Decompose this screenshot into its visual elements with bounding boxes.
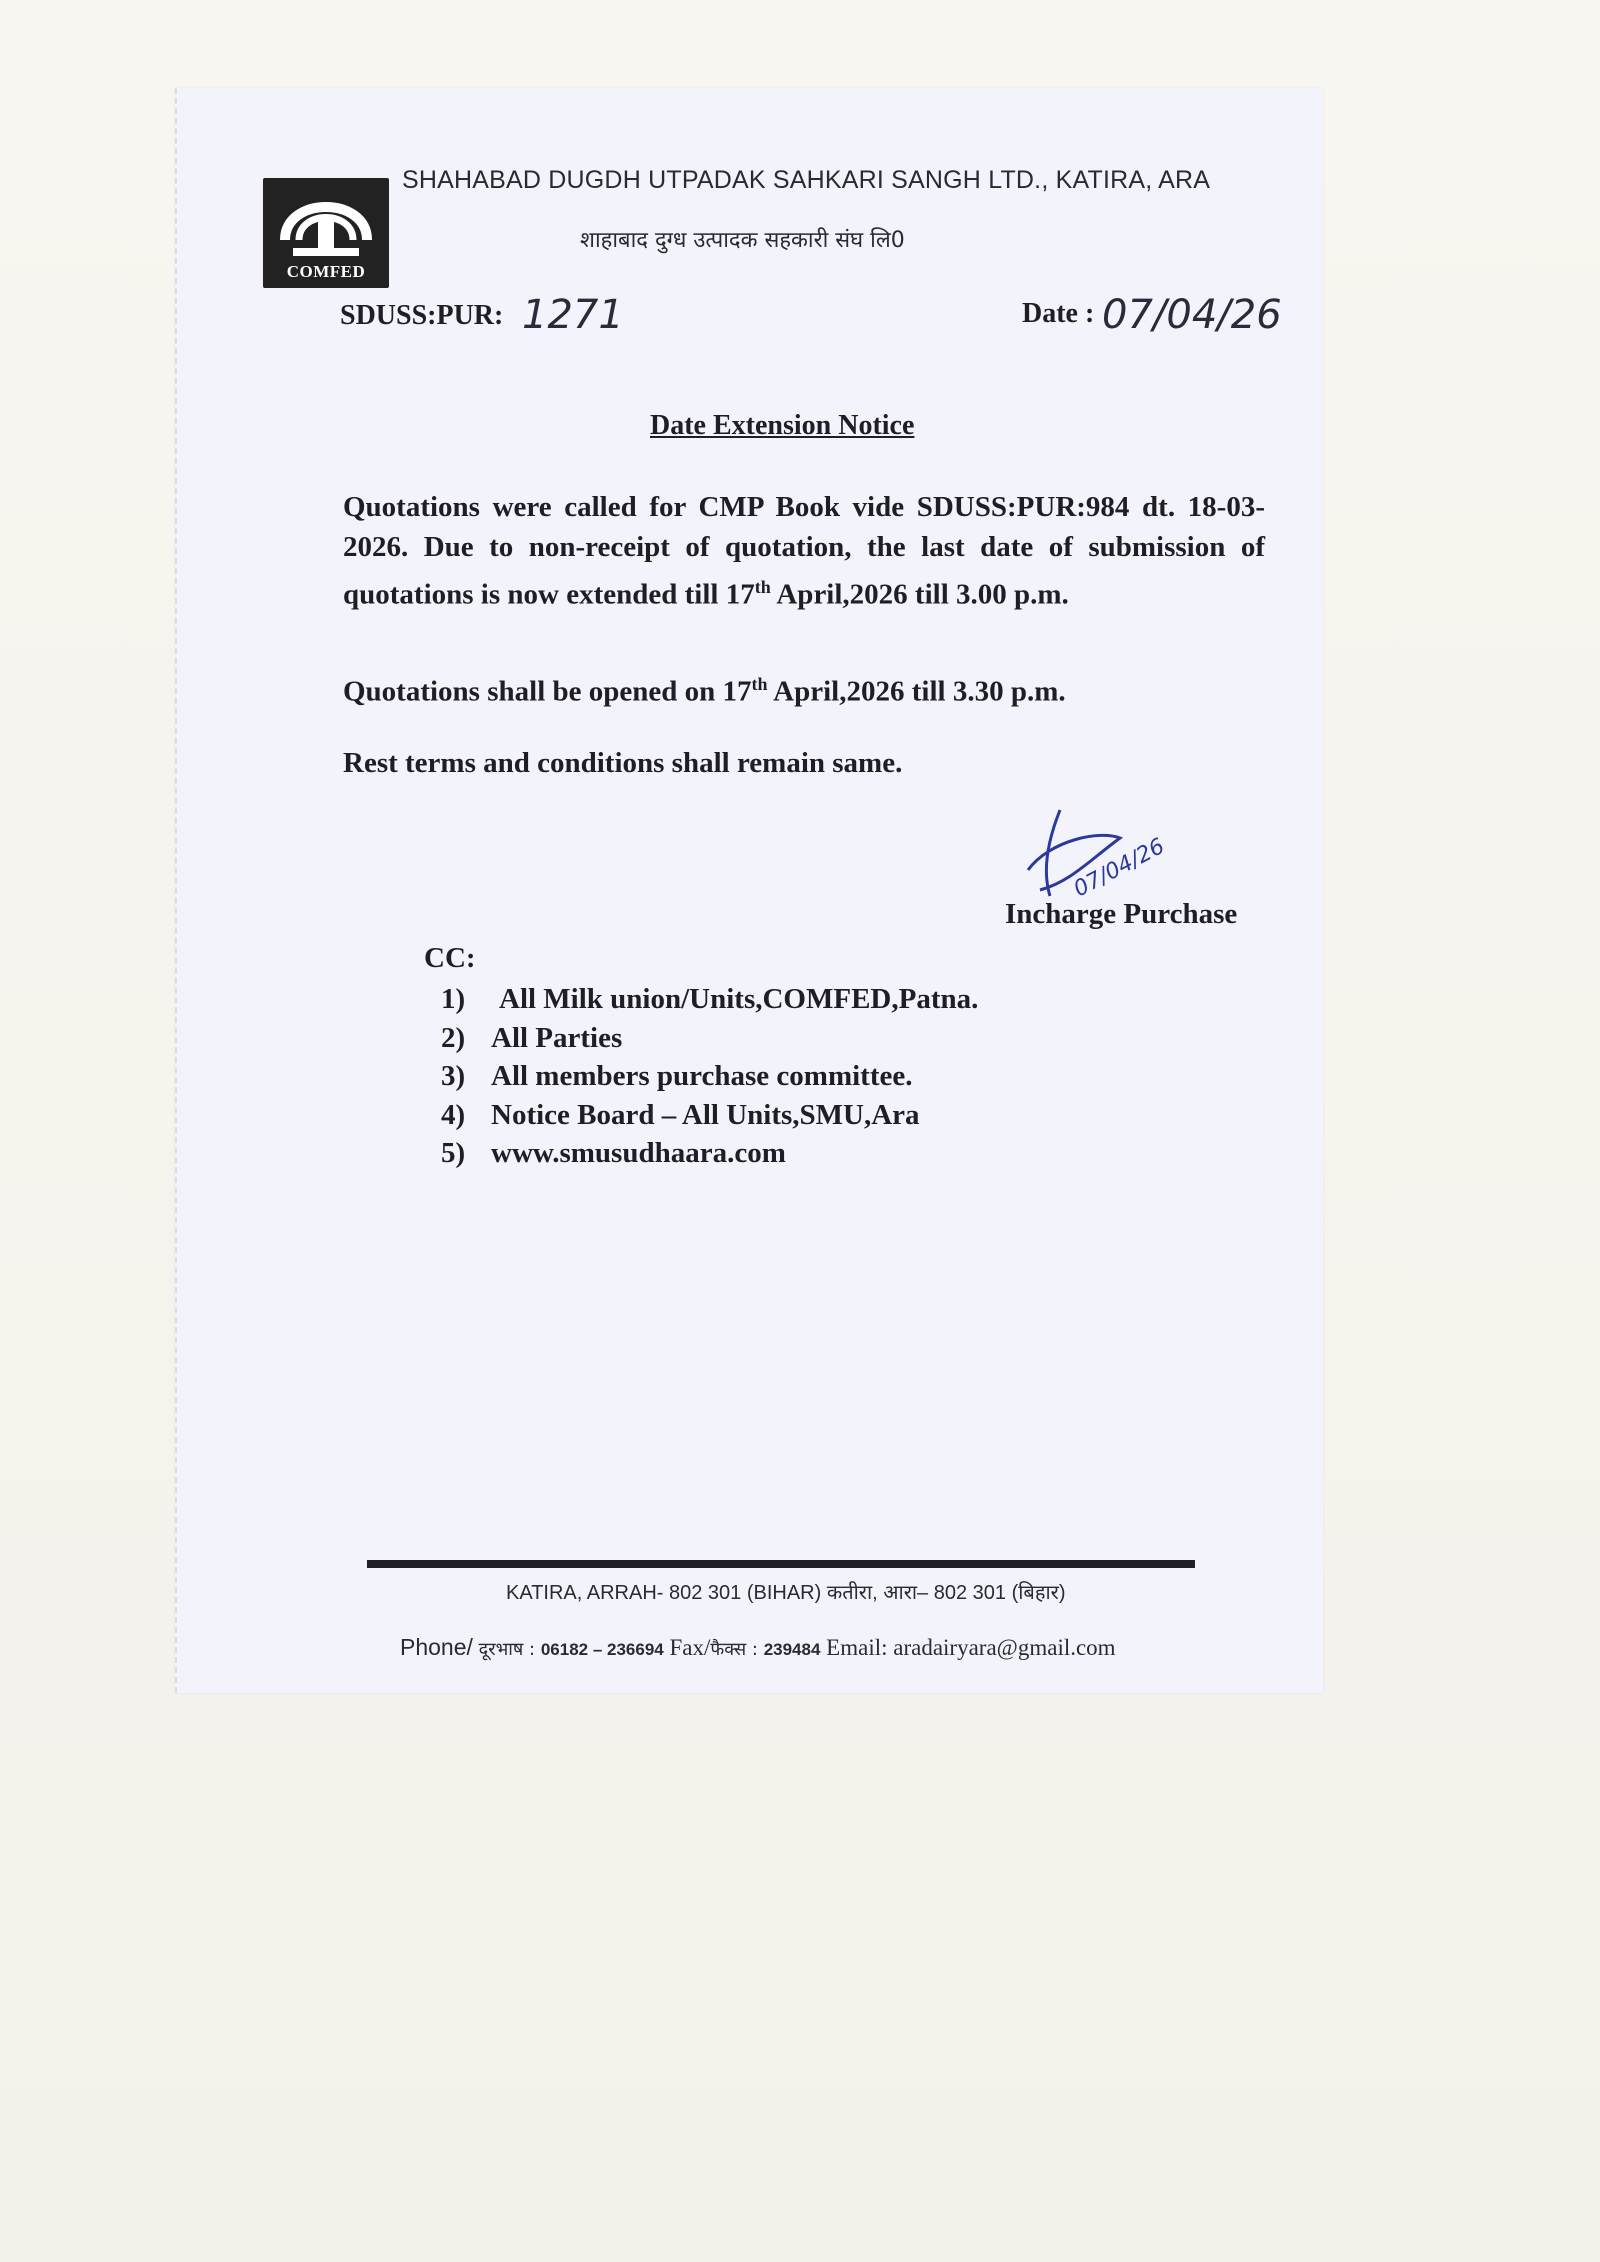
paragraph-opening [343,664,1265,712]
date-label: Date : [1022,298,1095,329]
footer-address: KATIRA, ARRAH- 802 301 (BIHAR) कतीरा, आरा– 802 301 (बिहार) [506,1582,1066,1604]
email-address: aradairyara@gmail.com [893,1635,1116,1660]
org-name-english: SHAHABAD DUGDH UTPADAK SAHKARI SANGH LTD., KATIRA, ARA [402,166,1211,194]
p1-superscript: th [754,577,771,597]
cc-number: 3) [441,1060,466,1092]
cc-text: All Parties [491,1021,623,1054]
list-item [441,980,978,1019]
notice-title: Date Extension Notice [650,410,915,441]
paragraph-terms: Rest terms and conditions shall remain same. [343,747,903,779]
fax-label-hindi: फैक्स : [710,1639,758,1660]
phone-number: 06182 – 236694 [540,1640,664,1659]
cc-label: CC: [424,942,476,974]
logo-text: COMFED [286,262,366,281]
p2-text-b: April,2026 till 3.30 p.m. [767,675,1066,708]
reference-label: SDUSS:PUR: [340,300,504,331]
list-item [441,1096,978,1135]
cc-text: All Milk union/Units,COMFED,Patna. [499,983,979,1015]
org-name-hindi: शाहाबाद दुग्ध उत्पादक सहकारी संघ लि0 [580,228,905,253]
cc-number: 2) [441,1021,466,1054]
p1-text-b: April,2026 till 3.00 p.m. [770,578,1069,611]
comfed-logo [263,178,389,288]
cc-list [441,980,978,1173]
list-item [441,1019,978,1058]
signature-icon [1010,800,1210,910]
list-item [441,1057,978,1096]
footer-contact [400,1634,1116,1661]
phone-label: Phone/ [400,1634,473,1660]
reference-number: 1271 [522,292,624,338]
email-label: Email: [826,1635,888,1660]
cc-number: 1) [441,983,466,1015]
fax-number: 239484 [763,1640,821,1659]
p2-superscript: th [751,674,768,694]
p2-text-a: Quotations shall be opened on 17 [343,675,752,708]
phone-label-hindi: दूरभाष : [478,1639,536,1660]
fax-label: Fax/ [669,1635,711,1660]
date-value: 07/04/26 [1102,292,1282,338]
cc-text: Notice Board – All Units,SMU,Ara [491,1098,920,1131]
cc-number: 5) [441,1137,466,1169]
cc-number: 4) [441,1098,466,1131]
footer-divider [367,1560,1195,1568]
list-item [441,1134,978,1173]
cc-text: www.smusudhaara.com [491,1137,786,1169]
cc-text: All members purchase committee. [491,1060,913,1092]
signer-designation: Incharge Purchase [1005,898,1238,930]
signature-date: 07/04/26 [1069,833,1169,903]
paragraph-extension [343,487,1265,615]
p1-text-a: Quotations were called for CMP Book vide SDUSS:PUR:984 dt. 18-03- 2026. Due to non-receipt of quotation, the last date of submission of quotations is now extended till 17 [343,491,1265,611]
